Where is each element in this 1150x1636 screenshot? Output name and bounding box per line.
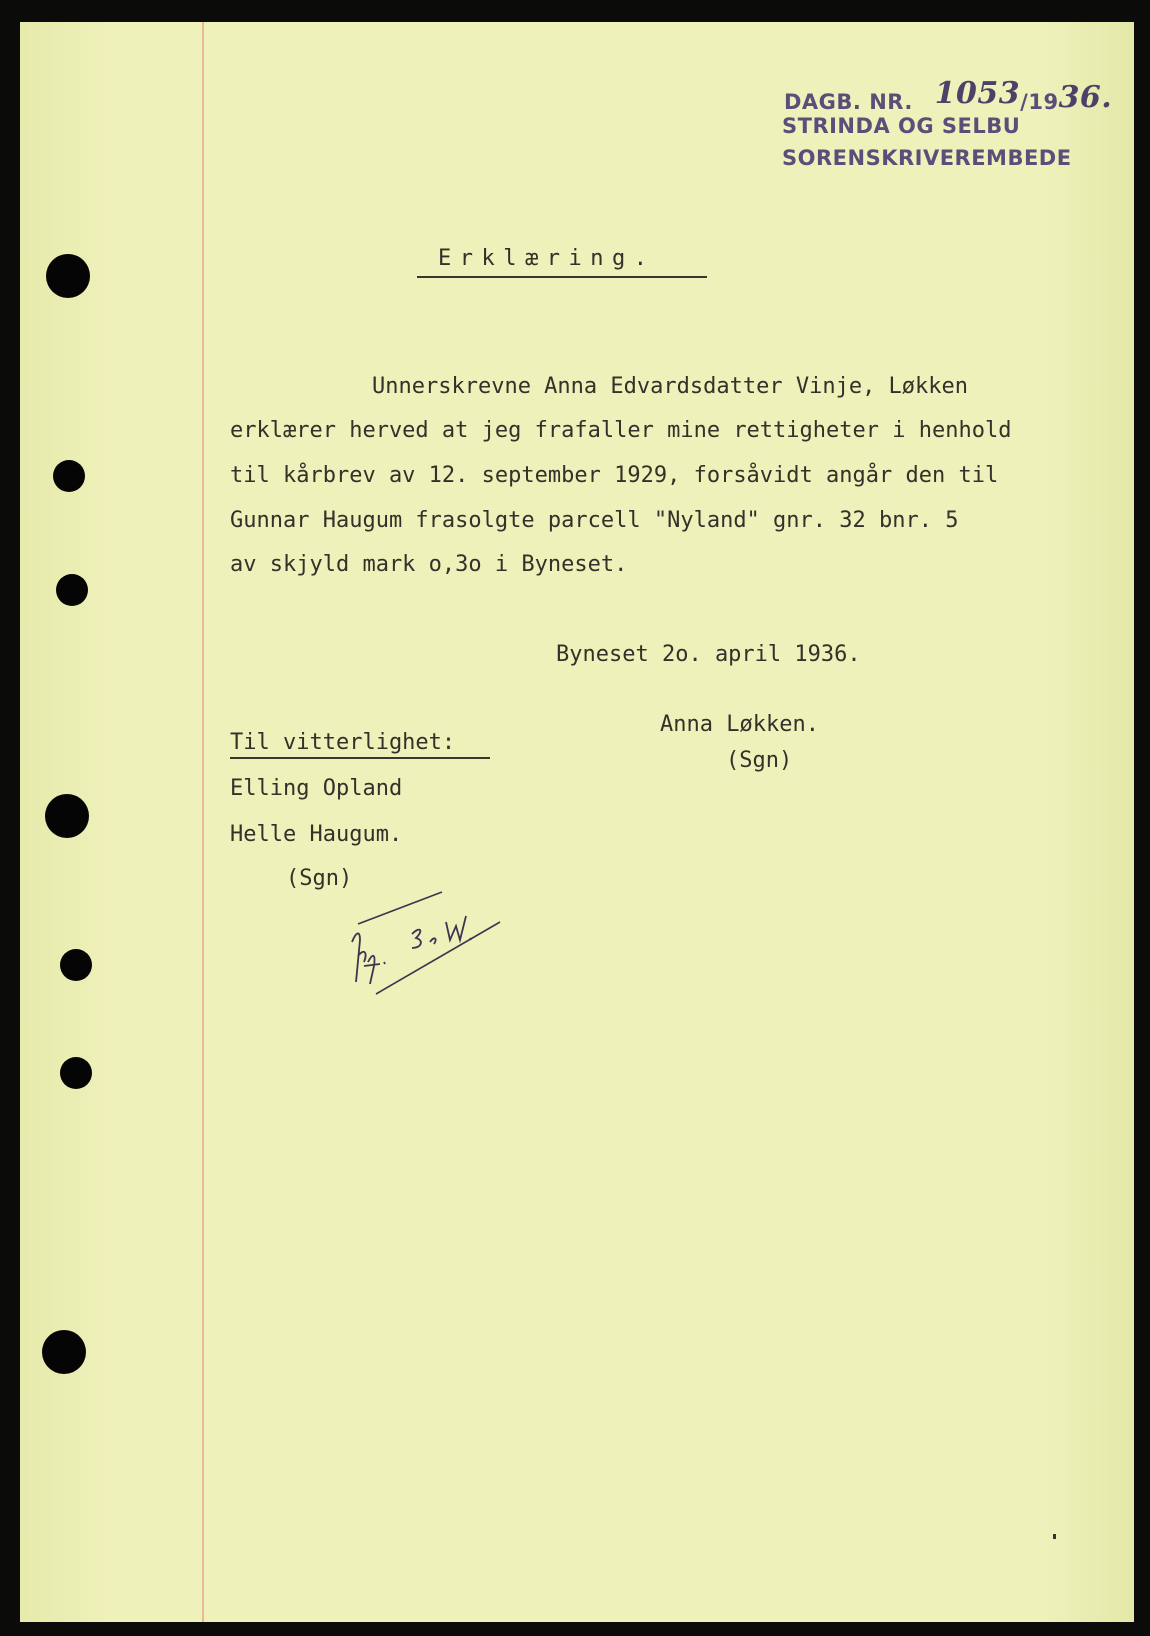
binder-hole	[56, 574, 88, 606]
title-underline	[417, 276, 707, 278]
binder-hole	[60, 1057, 92, 1089]
stamp-office: SORENSKRIVEREMBEDE	[782, 146, 1072, 170]
binder-hole	[60, 949, 92, 981]
witness-name: Helle Haugum.	[230, 822, 403, 847]
signer-name: Anna Løkken.	[660, 712, 819, 737]
stamp-district: STRINDA OG SELBU	[782, 114, 1021, 138]
stamp-year-prefix: /19	[1020, 90, 1059, 114]
signer-sgn: (Sgn)	[726, 748, 793, 773]
body-line: av skjyld mark o,3o i Byneset.	[230, 552, 628, 577]
document-page	[20, 22, 1134, 1622]
witness-heading: Til vitterlighet:	[230, 730, 456, 755]
binder-hole	[46, 254, 90, 298]
margin-rule	[202, 22, 204, 1622]
binder-hole	[53, 460, 85, 492]
handwritten-number: 1053	[934, 76, 1021, 111]
binder-hole	[45, 794, 89, 838]
witness-underline	[230, 757, 490, 759]
document-title: Erklæring.	[438, 246, 656, 271]
clerk-initials-signature	[350, 882, 520, 1002]
place-date: Byneset 2o. april 1936.	[556, 642, 861, 667]
body-line: Gunnar Haugum frasolgte parcell "Nyland" gnr. 32 bnr. 5	[230, 508, 959, 533]
witness-name: Elling Opland	[230, 776, 403, 801]
body-line: erklærer herved at jeg frafaller mine rettigheter i henhold	[230, 418, 1012, 443]
body-line: Unnerskrevne Anna Edvardsdatter Vinje, Løkken	[372, 374, 969, 399]
handwritten-year: 36.	[1058, 80, 1113, 115]
stamp-label: DAGB. NR.	[784, 90, 913, 114]
binder-hole	[42, 1330, 86, 1374]
witness-sgn: (Sgn)	[286, 866, 353, 891]
paper-speck	[1053, 1534, 1056, 1539]
body-line: til kårbrev av 12. september 1929, forsåvidt angår den til	[230, 463, 999, 488]
